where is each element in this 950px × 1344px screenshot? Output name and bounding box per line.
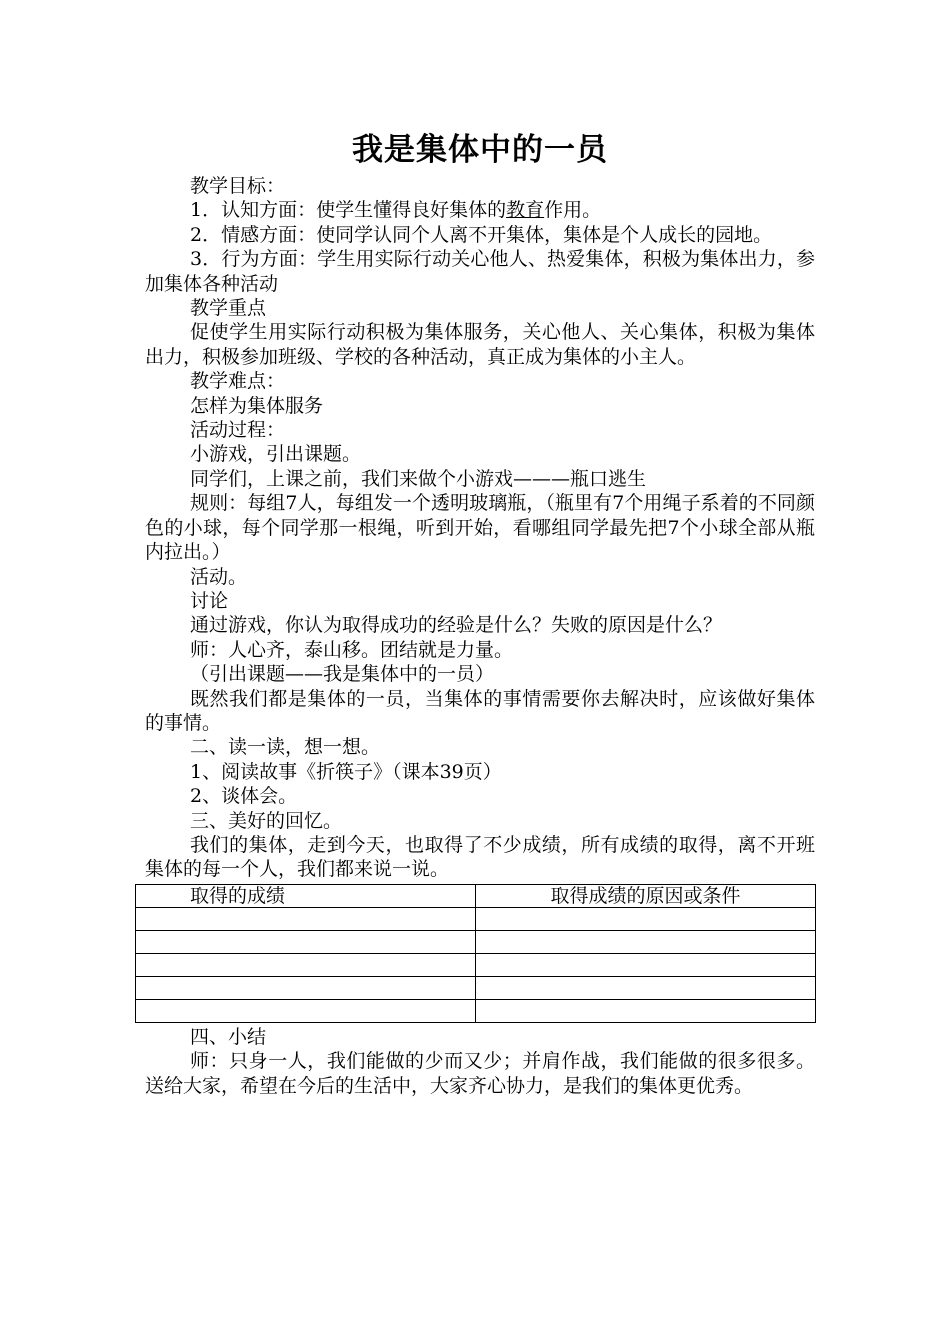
table-cell[interactable] — [476, 907, 816, 930]
table-cell[interactable] — [136, 907, 476, 930]
game-rules: 规则：每组7人，每组发一个透明玻璃瓶，（瓶里有7个用绳子系着的不同颜色的小球，每个同学那一根绳，听到开始，看哪组同学最先把7个小球全部从瓶内拉出。） — [145, 492, 815, 564]
table-cell[interactable] — [136, 930, 476, 953]
goal-behavioral: 3．行为方面：学生用实际行动关心他人、热爱集体，积极为集体出力，参加集体各种活动 — [145, 248, 815, 295]
table-cell[interactable] — [476, 953, 816, 976]
table-header-achievement: 取得的成绩 — [136, 884, 476, 907]
table-header-row — [136, 884, 816, 907]
table-row — [136, 953, 816, 976]
topic-lead-in: （引出课题——我是集体中的一员） — [190, 663, 495, 686]
section-heading-summary: 四、小结 — [190, 1025, 267, 1048]
table-cell[interactable] — [136, 976, 476, 999]
section-heading-memories: 三、美好的回忆。 — [190, 809, 343, 832]
table-cell[interactable] — [136, 999, 476, 1022]
goal-emotional: 2．情感方面：使同学认同个人离不开集体，集体是个人成长的园地。 — [190, 223, 773, 246]
discussion-question: 通过游戏，你认为取得成功的经验是什么？失败的原因是什么？ — [190, 614, 723, 637]
section-heading-focus: 教学重点 — [190, 297, 267, 320]
process-discussion: 讨论 — [190, 589, 229, 612]
share-thoughts: 2、谈体会。 — [190, 785, 298, 808]
achievements-table — [135, 884, 816, 1023]
process-step-game: 小游戏，引出课题。 — [190, 443, 362, 466]
table-cell[interactable] — [136, 953, 476, 976]
table-cell[interactable] — [476, 930, 816, 953]
goal-cognitive — [145, 198, 815, 222]
document-page — [145, 128, 815, 1098]
document-title: 我是集体中的一员 — [352, 132, 608, 168]
table-cell[interactable] — [476, 999, 816, 1022]
read-story: 1、阅读故事《折筷子》（课本39页） — [190, 760, 502, 783]
summary-text: 师：只身一人，我们能做的少而又少；并肩作战，我们能做的很多很多。送给大家，希望在今后的生活中，大家齐心协力，是我们的集体更优秀。 — [145, 1050, 815, 1097]
table-row — [136, 907, 816, 930]
difficulty-text: 怎样为集体服务 — [190, 394, 324, 417]
collective-statement: 既然我们都是集体的一员，当集体的事情需要你去解决时，应该做好集体的事情。 — [145, 687, 815, 734]
memories-text: 我们的集体，走到今天，也取得了不少成绩，所有成绩的取得，离不开班集体的每一个人，我们都来说一说。 — [145, 833, 815, 881]
goal-cognitive-tail: 作用。 — [544, 199, 602, 222]
process-intro: 同学们，上课之前，我们来做个小游戏———瓶口逃生 — [190, 467, 647, 490]
table-row — [136, 930, 816, 953]
teacher-remark: 师：人心齐，泰山移。团结就是力量。 — [190, 638, 514, 661]
focus-text: 促使学生用实际行动积极为集体服务，关心他人、关心集体，积极为集体出力，积极参加班级、学校的各种活动，真正成为集体的小主人。 — [145, 321, 815, 368]
section-heading-difficulty: 教学难点： — [190, 370, 286, 393]
table-row — [136, 976, 816, 999]
table-header-reason: 取得成绩的原因或条件 — [476, 884, 816, 907]
section-heading-goals: 教学目标： — [190, 175, 286, 197]
table-cell[interactable] — [476, 976, 816, 999]
section-heading-read: 二、读一读，想一想。 — [190, 736, 381, 759]
section-heading-process: 活动过程： — [190, 419, 286, 442]
process-activity: 活动。 — [190, 565, 248, 588]
goal-cognitive-text: 1．认知方面：使学生懂得良好集体的 — [190, 199, 507, 222]
table-row — [136, 999, 816, 1022]
education-link[interactable]: 教育 — [506, 199, 545, 222]
